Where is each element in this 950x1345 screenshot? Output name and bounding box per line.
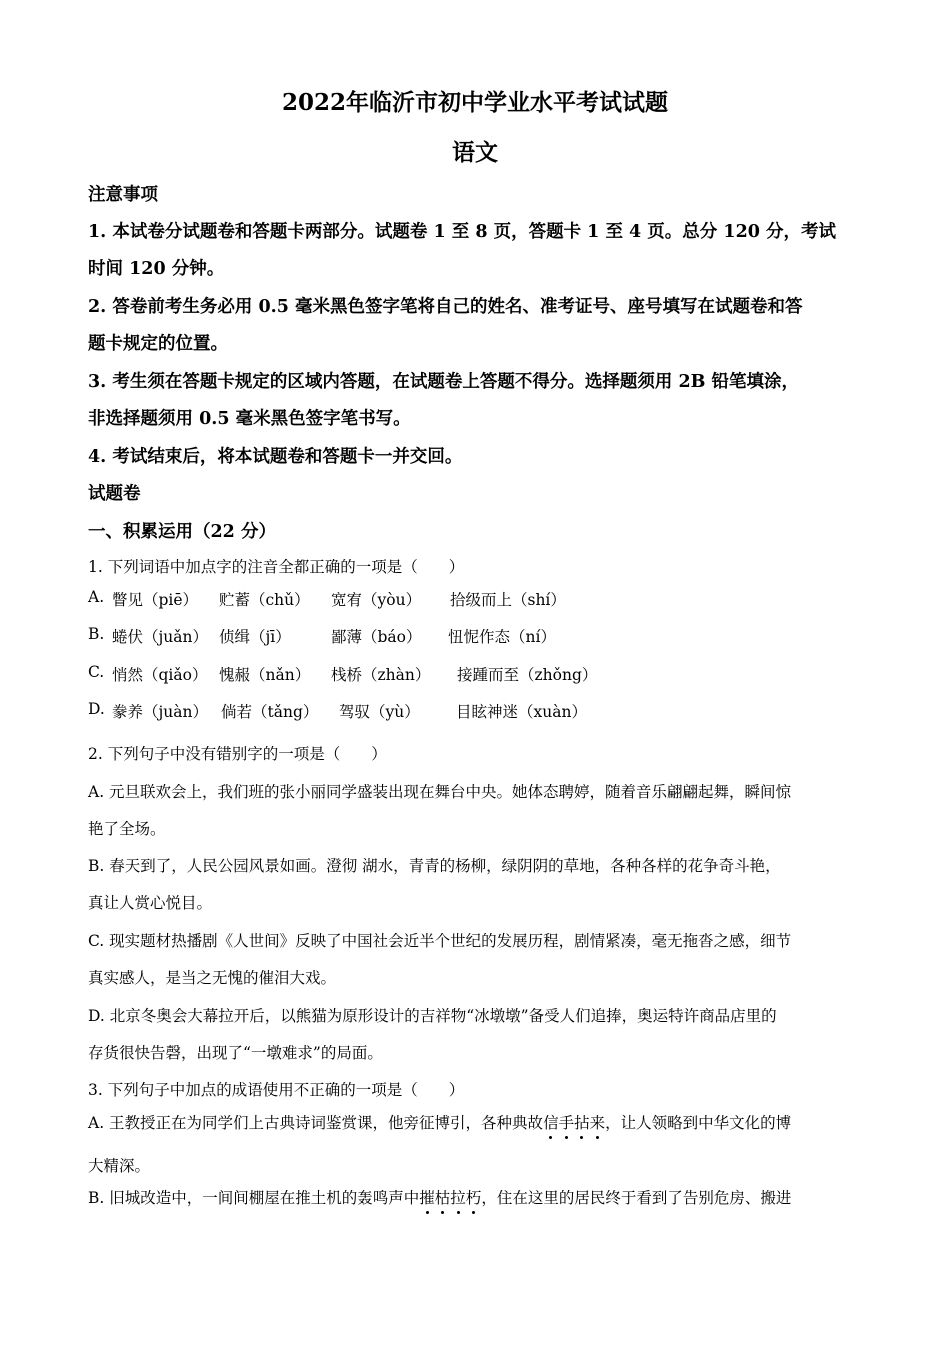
option-word: 瞥见（piē）: [112, 591, 199, 609]
dotted-char: 拈: [574, 1111, 590, 1133]
option-word: 贮蓄（chǔ）: [219, 591, 310, 609]
question-3-line: 大精深。: [88, 1157, 151, 1175]
text-run: ，让人领略到中华文化的博: [605, 1114, 792, 1132]
dotted-char: 拉: [450, 1186, 466, 1208]
option-word: 拾级而上（shí）: [450, 591, 566, 609]
question-2-stem: 2. 下列句子中没有错别字的一项是（ ）: [88, 745, 387, 763]
option-label: D.: [88, 700, 105, 718]
notice-line: 题卡规定的位置。: [88, 334, 228, 354]
question-2-line: 真让人赏心悦目。: [88, 894, 213, 912]
question-3-stem: 3. 下列句子中加点的成语使用不正确的一项是（ ）: [88, 1081, 465, 1099]
dotted-char: 信: [543, 1111, 559, 1133]
question-3-option-b: [88, 1186, 868, 1208]
notice-line: 3. 考生须在答题卡规定的区域内答题，在试题卷上答题不得分。选择题须用 2B 铅笔填涂，: [88, 372, 800, 392]
notice-line: 时间 120 分钟。: [88, 259, 225, 279]
notice-line: 4. 考试结束后，将本试题卷和答题卡一并交回。: [88, 447, 463, 467]
option-word: 鄙薄（báo）: [331, 628, 422, 646]
subject-title: 语文: [452, 139, 498, 166]
dotted-char: 朽: [466, 1186, 482, 1208]
question-2-line: 真实感人，是当之无愧的催泪大戏。: [88, 969, 337, 987]
option-word: 驾驭（yù）: [339, 703, 420, 721]
question-1-stem: 1. 下列词语中加点字的注音全都正确的一项是（ ）: [88, 558, 465, 576]
notice-heading: 注意事项: [88, 185, 158, 205]
question-1-option-c: [88, 663, 868, 685]
option-word: 悄然（qiǎo）: [112, 666, 208, 684]
text-run: ，住在这里的居民终于看到了告别危房、搬进: [481, 1189, 792, 1207]
option-word: 蜷伏（juǎn）: [112, 628, 209, 646]
option-label: B.: [88, 625, 105, 643]
dotted-idiom: [543, 1114, 605, 1132]
question-1-option-b: [88, 625, 868, 647]
question-2-line: D. 北京冬奥会大幕拉开后，以熊猫为原形设计的吉祥物“冰墩墩”备受人们追捧，奥运特许商品店里的: [88, 1007, 777, 1025]
option-word: 目眩神迷（xuàn）: [456, 703, 587, 721]
option-word: 倘若（tǎng）: [221, 703, 319, 721]
question-1-option-d: [88, 700, 868, 722]
option-word: 愧赧（nǎn）: [219, 666, 311, 684]
option-word: 宽宥（yòu）: [331, 591, 422, 609]
question-2-line: C. 现实题材热播剧《人世间》反映了中国社会近半个世纪的发展历程，剧情紧凑，毫无拖沓之感，细节: [88, 932, 792, 950]
question-2-line: B. 春天到了，人民公园风景如画。澄彻 湖水，青青的杨柳，绿阴阴的草地，各种各样的花争奇斗艳，: [88, 857, 781, 875]
option-label: A.: [88, 588, 105, 606]
dotted-char: 摧: [419, 1186, 435, 1208]
question-2-line: 艳了全场。: [88, 820, 166, 838]
paper-label: 试题卷: [88, 484, 141, 504]
option-word: 侦缉（jī）: [219, 628, 291, 646]
question-1-option-a: [88, 588, 868, 610]
text-run: A. 王教授正在为同学们上古典诗词鉴赏课，他旁征博引，各种典故: [88, 1114, 544, 1132]
part-heading: 一、积累运用（22 分）: [88, 522, 276, 542]
notice-line: 1. 本试卷分试题卷和答题卡两部分。试题卷 1 至 8 页，答题卡 1 至 4 页。总分 120 分，考试: [88, 222, 837, 242]
option-label: C.: [88, 663, 105, 681]
dotted-char: 手: [559, 1111, 575, 1133]
option-word: 豢养（juàn）: [112, 703, 209, 721]
dotted-char: 枯: [435, 1186, 451, 1208]
dotted-idiom: [419, 1189, 481, 1207]
question-2-line: A. 元旦联欢会上，我们班的张小丽同学盛装出现在舞台中央。她体态聘婷，随着音乐翩翩起舞，瞬间惊: [88, 783, 792, 801]
exam-title: 2022年临沂市初中学业水平考试试题: [281, 89, 668, 116]
option-word: 忸怩作态（ní）: [448, 628, 556, 646]
question-3-option-a: [88, 1111, 868, 1133]
dotted-char: 来: [590, 1111, 606, 1133]
option-word: 栈桥（zhàn）: [331, 666, 431, 684]
text-run: B. 旧城改造中，一间间棚屋在推土机的轰鸣声中: [88, 1189, 420, 1207]
notice-line: 非选择题须用 0.5 毫米黑色签字笔书写。: [88, 409, 411, 429]
option-word: 接踵而至（zhǒng）: [457, 666, 598, 684]
notice-line: 2. 答卷前考生务必用 0.5 毫米黑色签字笔将自己的姓名、准考证号、座号填写在试题卷和答: [88, 297, 803, 317]
question-2-line: 存货很快告磬，出现了“一墩难求”的局面。: [88, 1044, 383, 1062]
